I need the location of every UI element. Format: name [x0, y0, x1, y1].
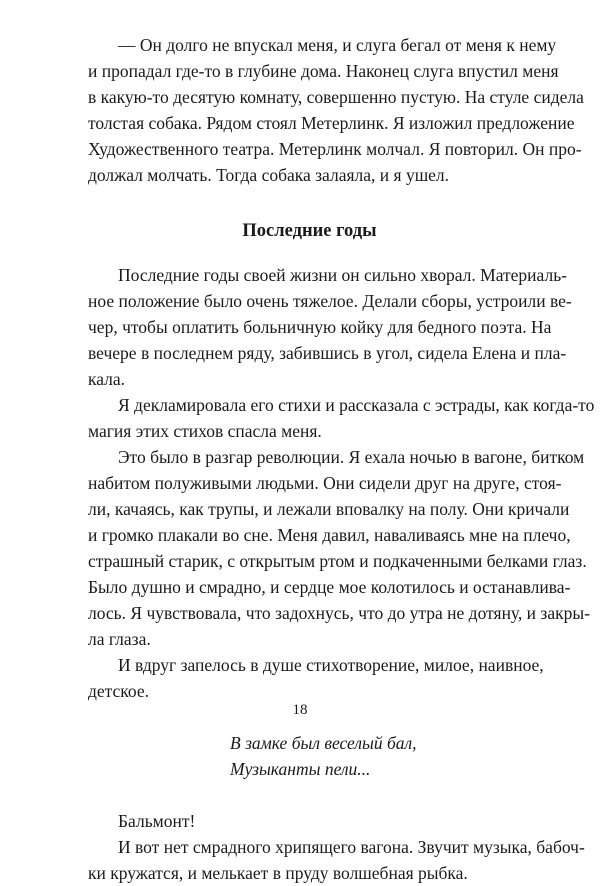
poem-line: В замке был веселый бал,: [230, 733, 417, 753]
text-line: детское.: [88, 681, 150, 701]
text-line: лось. Я чувствовала, что задохнусь, что до утра не дотяну, и закры-: [88, 603, 590, 623]
text-line: страшный старик, с открытым ртом и подкаченными белками глаз.: [88, 551, 587, 571]
paragraph-5: [88, 808, 531, 834]
text-line: И вот нет смрадного хрипящего вагона. Звучит музыка, бабоч-: [118, 837, 585, 857]
text-line: должал молчать. Тогда собака залаяла, и я ушел.: [88, 165, 450, 185]
spacer: [88, 795, 531, 808]
text-line: и громко плакали во сне. Меня давил, наваливаясь мне на плечо,: [88, 525, 571, 545]
text-line: набитом полуживыми людьми. Они сидели друг на друге, стоя-: [88, 473, 562, 493]
text-line: Было душно и смрадно, и сердце мое колотилось и останавлива-: [88, 577, 571, 597]
text-line: и пропадал где-то в глубине дома. Наконец слуга впустил меня: [88, 61, 559, 81]
spacer: [88, 782, 531, 795]
text-line: Я декламировала его стихи и рассказала с эстрады, как когда-то: [118, 395, 595, 415]
text-line: Последние годы своей жизни он сильно хворал. Материаль-: [118, 265, 568, 285]
text-line: кала.: [88, 369, 126, 389]
text-line: ла глаза.: [88, 629, 151, 649]
text-line: вечере в последнем ряду, забившись в угол, сидела Елена и пла-: [88, 343, 567, 363]
text-line: ное положение было очень тяжелое. Делали сборы, устроили ве-: [88, 291, 572, 311]
poem-quote: [88, 730, 531, 782]
paragraph-2: [88, 392, 595, 444]
poem-line: Музыканты пели...: [230, 759, 371, 779]
section-title: Последние годы: [242, 221, 377, 241]
paragraph-1: [88, 262, 572, 392]
text-line: И вдруг запелось в душе стихотворение, милое, наивное,: [118, 655, 544, 675]
page-number: 18: [292, 702, 308, 718]
text-line: магия этих стихов спасла меня.: [88, 421, 322, 441]
text-line: Художественного театра. Метерлинк молчал. Я повторил. Он про-: [88, 139, 582, 159]
opening-paragraph: [88, 32, 584, 188]
text-line: ли, качаясь, как трупы, и лежали вповалку на полу. Они кричали: [88, 499, 570, 519]
text-line: — Он долго не впускал меня, и слуга бегал от меня к нему: [118, 35, 557, 55]
text-line: Бальмонт!: [118, 811, 196, 831]
text-line: чер, чтобы оплатить больничную койку для бедного поэта. На: [88, 317, 552, 337]
text-line: в какую-то десятую комнату, совершенно пустую. На стуле сидела: [88, 87, 584, 107]
text-column: [88, 32, 595, 886]
text-line: ки кружатся, и мелькает в пруду волшебная рыбка.: [88, 863, 468, 883]
paragraph-4: [88, 652, 544, 704]
text-line: Это было в разгар революции. Я ехала ночью в вагоне, битком: [118, 447, 585, 467]
text-line: толстая собака. Рядом стоял Метерлинк. Я изложил предложение: [88, 113, 575, 133]
paragraph-6: [88, 834, 585, 886]
paragraph-3: [88, 444, 590, 652]
